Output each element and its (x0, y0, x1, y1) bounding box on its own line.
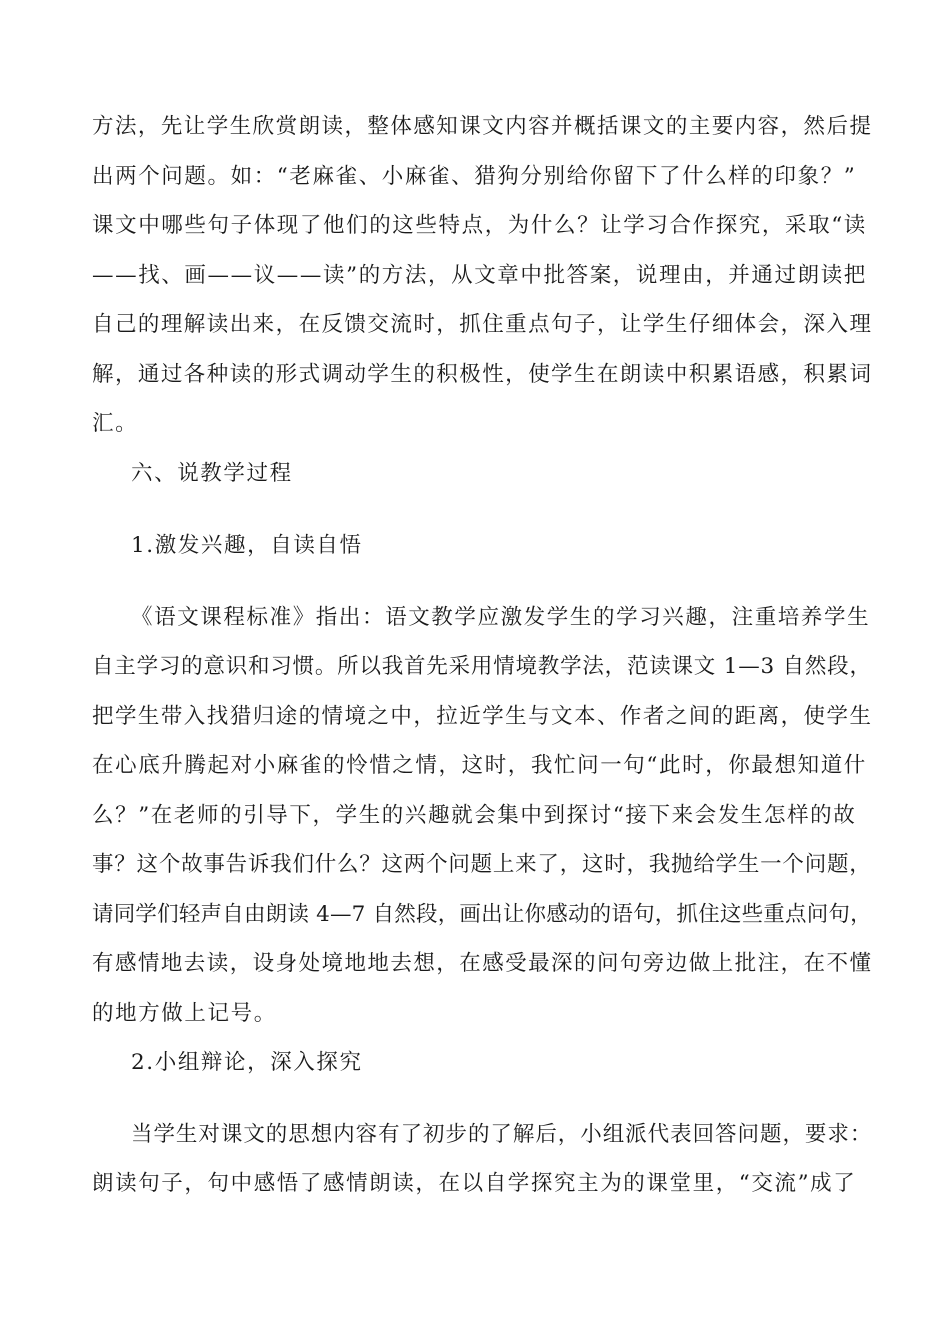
section-heading: 六、说教学过程 (131, 461, 293, 486)
paragraph-line: 请同学们轻声自由朗读 4—7 自然段，画出让你感动的语句，抓住这些重点问句， (92, 902, 872, 927)
subsection-heading: 2.小组辩论，深入探究 (131, 1050, 363, 1075)
paragraph-line: 有感情地去读，设身处境地地去想，在感受最深的问句旁边做上批注，在不懂 (92, 951, 873, 976)
paragraph-line: 课文中哪些句子体现了他们的这些特点，为什么？让学习合作探究，采取“读 (92, 213, 867, 238)
paragraph-line: ——找、画——议——读”的方法，从文章中批答案，说理由，并通过朗读把 (92, 263, 867, 288)
paragraph-line: 解，通过各种读的形式调动学生的积极性，使学生在朗读中积累语感，积累词 (92, 362, 873, 387)
paragraph-line: 汇。 (92, 411, 139, 436)
subsection-heading: 1.激发兴趣，自读自悟 (131, 533, 363, 558)
paragraph-line: 出两个问题。如：“老麻雀、小麻雀、猎狗分别给你留下了什么样的印象？” (92, 164, 857, 189)
paragraph-line: 把学生带入找猎归途的情境之中，拉近学生与文本、作者之间的距离，使学生 (92, 704, 873, 729)
paragraph-line: 自己的理解读出来，在反馈交流时，抓住重点句子，让学生仔细体会，深入理 (92, 312, 873, 337)
paragraph-line: 在心底升腾起对小麻雀的怜惜之情，这时，我忙问一句“此时，你最想知道什 (92, 753, 867, 778)
paragraph-line: 的地方做上记号。 (92, 1001, 277, 1026)
paragraph-line: 《语文课程标准》指出：语文教学应激发学生的学习兴趣，注重培养学生 (131, 605, 871, 630)
paragraph-line: 方法，先让学生欣赏朗读，整体感知课文内容并概括课文的主要内容，然后提 (92, 114, 873, 139)
paragraph-line: 朗读句子，句中感悟了感情朗读，在以自学探究主为的课堂里，“交流”成了 (92, 1171, 857, 1196)
paragraph-line: 事？这个故事告诉我们什么？这两个问题上来了，这时，我抛给学生一个问题， (92, 852, 872, 877)
paragraph-line: 自主学习的意识和习惯。所以我首先采用情境教学法，范读课文 1—3 自然段， (92, 654, 872, 679)
paragraph-line: 么？”在老师的引导下，学生的兴趣就会集中到探讨“接下来会发生怎样的故 (92, 803, 857, 828)
paragraph-line: 当学生对课文的思想内容有了初步的了解后，小组派代表回答问题，要求： (131, 1122, 873, 1147)
